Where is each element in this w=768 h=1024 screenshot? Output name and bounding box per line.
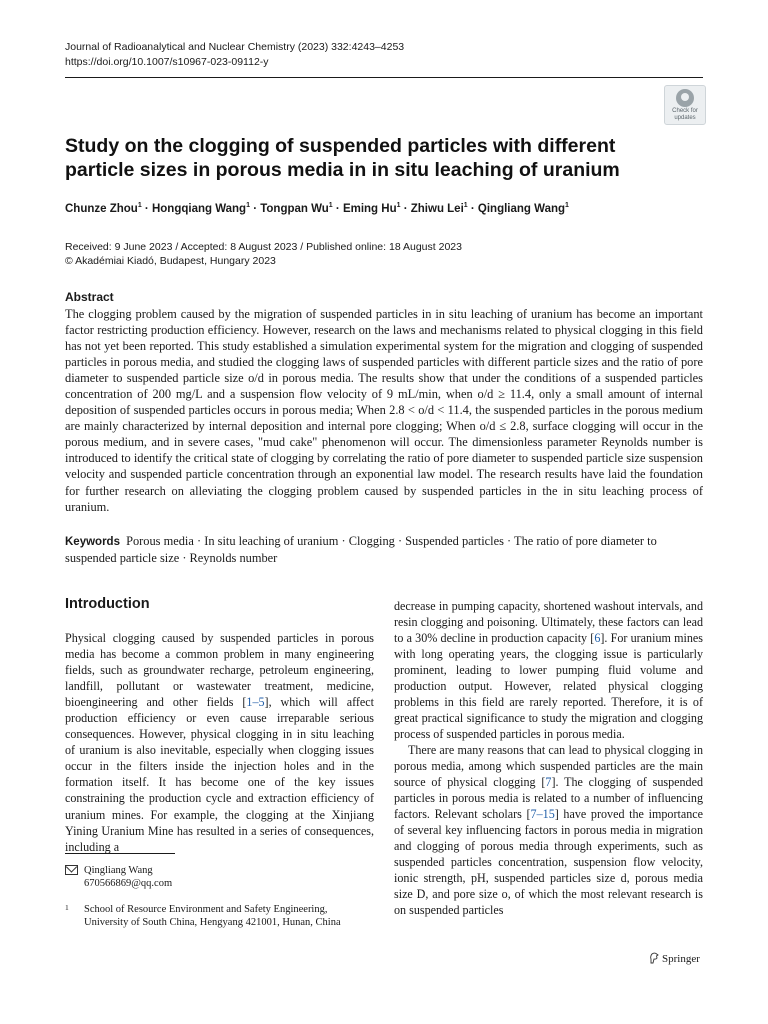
citation-link[interactable]: 1–5 [246, 695, 265, 710]
citation-link[interactable]: 6 [594, 631, 601, 646]
author-affiliation-marker: 1 [137, 202, 142, 209]
affiliation-line-2: University of South China, Hengyang 421001, Hunan, China [84, 917, 341, 928]
author-separator: · [467, 203, 478, 215]
journal-citation: Journal of Radioanalytical and Nuclear Chemistry (2023) 332:4243–4253 [65, 41, 405, 53]
footnote-divider [65, 853, 175, 854]
author-separator: · [141, 203, 152, 215]
author-separator: · [332, 203, 343, 215]
intro-paragraph-2: There are many reasons that can lead to physical clogging in porous media, among which suspended particles are the main source of physical clogging [7]. The clogging of suspended particles in porous media is related to a number of influencing factors. Relevant scholars [7–15] have proved the importance of several key influencing factors in porous media in migration and clogging of porous media through experiments, such as suspended particles concentration, suspension flow velocity, ionic strength, pH, suspended particles size d, porous media size D, and pore size o, of which the most relevant research is on suspended particles [394, 743, 703, 918]
keywords-label: Keywords [65, 536, 120, 548]
author-affiliation-marker: 1 [396, 202, 401, 209]
envelope-icon [65, 865, 78, 875]
check-for-updates-text: Check for updates [672, 108, 698, 121]
publisher-mark [648, 952, 700, 965]
corresponding-author [65, 864, 172, 890]
author-affiliation-marker: 1 [246, 202, 250, 209]
abstract-heading: Abstract [65, 290, 114, 304]
keywords-text: Porous media · In situ leaching of uranium · Clogging · Suspended particles · The ratio of pore diameter to suspended particle size · Reynolds number [65, 534, 657, 565]
author-name[interactable]: Qingliang Wang [477, 203, 566, 215]
citation-link[interactable]: 7–15 [530, 807, 555, 822]
author-name[interactable]: Hongqiang Wang [151, 203, 247, 215]
intro-paragraph-1-continued: decrease in pumping capacity, shortened washout intervals, and resin clogging and poisoning. Ultimately, these factors can lead to a 30% decline in production capacity [6]. For uranium mines with long operating years, the clogging issue is particularly prominent, leading to lower pumping fluid volume and production output. However, related physical clogging problems in this field are rarely reported. Therefore, it is of great practical significance to study the migration and clogging process of suspended particles in porous media. [394, 599, 703, 742]
copyright-line: © Akadémiai Kiadó, Budapest, Hungary 2023 [65, 255, 276, 267]
header-divider [65, 77, 703, 78]
author-name[interactable]: Chunze Zhou [65, 203, 138, 215]
introduction-heading: Introduction [65, 596, 150, 612]
author-name[interactable]: Zhiwu Lei [410, 203, 464, 215]
author-separator: · [400, 203, 411, 215]
abstract-text: The clogging problem caused by the migration of suspended particles in in situ leaching of uranium has become an important factor restricting production efficiency. However, research on the laws and mechanisms related to physical clogging in this field has not yet been reported. This study established a simulation experimental system for the migration and clogging of suspended particles in porous media, and studied the clogging laws of suspended particles with different particle sizes and the ratio of pore diameter to suspended particle size o/d in porous media. The results show that under the conditions of a suspended particles concentration of 200 mg/L and a suspension flow velocity of 9 mL/min, when o/d ≥ 11.4, only a small amount of internal deposition of suspended particles occurs in porous media; When 2.8 < o/d < 11.4, the suspended particles in the porous medium are mainly characterized by internal deposition and internal pore clogging; When o/d ≤ 2.8, surface clogging will occur in the porous medium, and in severe cases, "mud cake" phenomenon will occur. The dimensionless parameter Reynolds number is introduced to identify the critical state of clogging by correlating the ratio of pore diameter to suspended particle size suspension velocity and suspended particle concentration through an exponential law model. The research results have laid the foundation for further research on alleviating the clogging problem caused by suspended particles in the in situ leaching process of uranium. [65, 307, 703, 514]
intro-paragraph-1: Physical clogging caused by suspended particles in porous media has become a common problem in many engineering fields, such as groundwater recharge, petroleum engineering, landfill, pollutant or wastewater treatment, medicine, bioengineering and other fields [1–5], which will affect production efficiency or even cause irreparable serious consequences. However, physical clogging in in situ leaching of uranium is also inevitable, especially when clogging issues occur in the filters inside the injection holes and in the formation itself. It has become one of the key issues constraining the production cycle and extraction efficiency of uranium mines. For example, the clogging at the Xinjiang Yining Uranium Mine has resulted in a series of consequences, including a [65, 631, 375, 854]
history-dates: Received: 9 June 2023 / Accepted: 8 August 2023 / Published online: 18 August 2023 [65, 241, 462, 253]
check-for-updates-badge[interactable] [664, 85, 706, 125]
author-affiliation-marker: 1 [463, 202, 468, 209]
author-affiliation-marker: 1 [328, 202, 333, 209]
check-for-updates-icon [676, 89, 694, 107]
contact-email[interactable]: 670566869@qq.com [84, 878, 173, 889]
publication-dates [65, 240, 462, 268]
affiliation-line-1: School of Resource Environment and Safety Engineering, [84, 904, 328, 915]
article-title: Study on the clogging of suspended particles with different particle sizes in porous media in in situ leaching of uranium [65, 135, 620, 181]
doi-link[interactable]: https://doi.org/10.1007/s10967-023-09112-y [65, 56, 269, 68]
springer-horse-icon [648, 952, 660, 964]
author-separator: · [250, 203, 261, 215]
citation-link[interactable]: 7 [545, 775, 552, 790]
affiliation-number: 1 [65, 903, 69, 912]
author-name[interactable]: Tongpan Wu [260, 203, 329, 215]
affiliation [65, 903, 341, 929]
contact-name: Qingliang Wang [84, 865, 153, 876]
author-affiliation-marker: 1 [565, 202, 569, 209]
author-name[interactable]: Eming Hu [342, 203, 397, 215]
author-list [65, 202, 569, 215]
keywords [65, 533, 703, 566]
publisher-name: Springer [662, 953, 700, 965]
journal-header [65, 40, 404, 70]
